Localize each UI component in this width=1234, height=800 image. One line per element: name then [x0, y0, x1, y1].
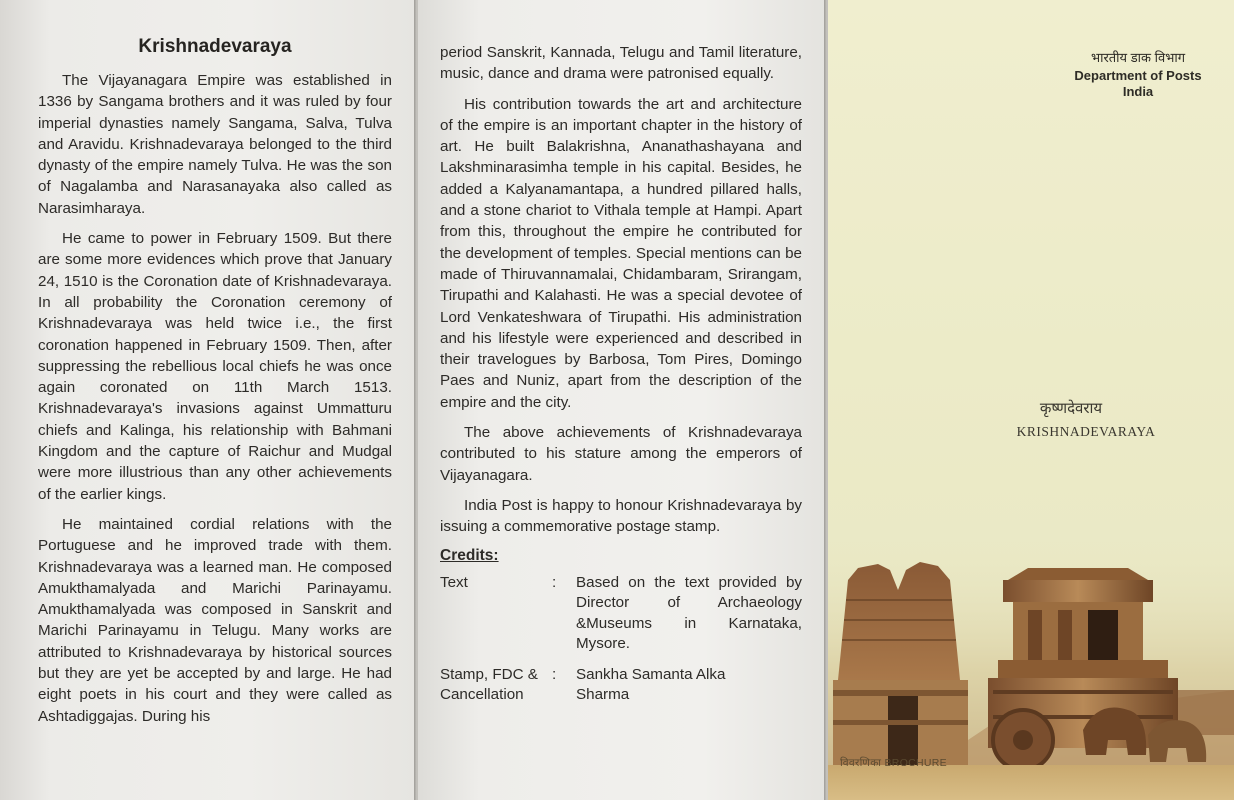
- middle-panel: [418, 0, 826, 800]
- stamp-title: [828, 398, 1234, 440]
- credits-heading: Credits:: [440, 546, 499, 564]
- left-panel: [0, 0, 414, 800]
- stamp-title-english: KRISHNADEVARAYA: [1016, 424, 1156, 439]
- middle-paragraph-4: India Post is happy to honour Krishnadevaraya by issuing a commemorative postage stamp.: [440, 496, 802, 536]
- middle-paragraph-2: His contribution towards the art and architecture of the empire is an important chapter in the history of art. He built Balakrishna, Ananathashayana and Lakshminarasimha temple in his capital. Besides, he added a Kalyanamantapa, a hundred pillared halls, and a stone chariot to Vithala temple at Hampi. Apart from this, throughout the empire he contributed for the development of temples. Special mentions can be made of Thiruvannamalai, Chidambaram, Srirangam, Tirupathi and Kalahasti. He was a special devotee of Lord Venkateshwara of Tirupathi. His administration and his lifestyle were experienced and described in their travelogues by Barbosa, Tom Pires, Domingo Paes and Nuniz, apart from the description of the empire and the city.: [440, 95, 802, 411]
- left-paragraph-2: He came to power in February 1509. But there are some more evidences which prove that January 24, 1510 is the Coronation date of Krishnadevaraya. In all probability the Coronation ceremony of Krishnadevaraya was held twice i.e., the first coronation happened in February 1509. Then, after suppressing the rebellious local chiefs he was once again coronated on 11th March 1513. Krishnadevaraya's invasions against Ummatturu chiefs and Kalinga, his relationship with Bahmani Kingdom and the capture of Raichur and Mudgal were more illustrious than any other achievements of the earlier kings.: [38, 230, 392, 503]
- department-english: Department of Posts: [1074, 68, 1202, 83]
- page-title: Krishnadevaraya: [138, 36, 292, 57]
- brochure-caption: विवरणिका BROCHURE: [840, 757, 947, 769]
- cover-panel: [828, 0, 1234, 800]
- department-block: [1018, 48, 1234, 100]
- credit-row-text: [440, 573, 802, 655]
- department-country: India: [1122, 84, 1154, 99]
- credit-label: Text: [440, 573, 468, 591]
- credit-colon: :: [552, 665, 557, 683]
- middle-paragraph-1: period Sanskrit, Kannada, Telugu and Tamil literature, music, dance and drama were patronised equally.: [440, 44, 802, 83]
- middle-paragraph-3: The above achievements of Krishnadevaraya contributed to his stature among the emperors of Vijayanagara.: [440, 424, 802, 484]
- left-paragraph-1: The Vijayanagara Empire was established in 1336 by Sangama brothers and it was ruled by four imperial dynasties namely Sangama, Salva, Tulva and Aravidu. Krishnadevaraya belonged to the third dynasty of the empire namely Tulva. He was the son of Nagalamba and Narasanayaka also called as Narasimharaya.: [38, 72, 392, 217]
- credit-row-stamp: [440, 665, 802, 706]
- department-hindi: भारतीय डाक विभाग: [1090, 50, 1186, 65]
- credit-label: Stamp, FDC & Cancellation: [440, 665, 538, 704]
- left-paragraph-3: He maintained cordial relations with the Portuguese and he improved trade with them. Krishnadevaraya was a learned man. He composed Amukthamalyada and Marichi Parinayamu. Amukthamalyada was composed in Sanskrit and Marichi Parinayamu in Telugu. Many works are attributed to Krishnadevaraya by historical sources but they are yet be accepted by and large. He had eight poets in his court and they were called as Ashtadiggajas. During his: [38, 515, 392, 725]
- credit-colon: :: [552, 573, 557, 591]
- credit-value: Based on the text provided by Director of Archaeology &Museums in Karnataka, Mysore.: [576, 573, 802, 653]
- stamp-title-hindi: कृष्णदेवराय: [1039, 400, 1103, 417]
- credit-value: Sankha Samanta Alka Sharma: [576, 665, 726, 704]
